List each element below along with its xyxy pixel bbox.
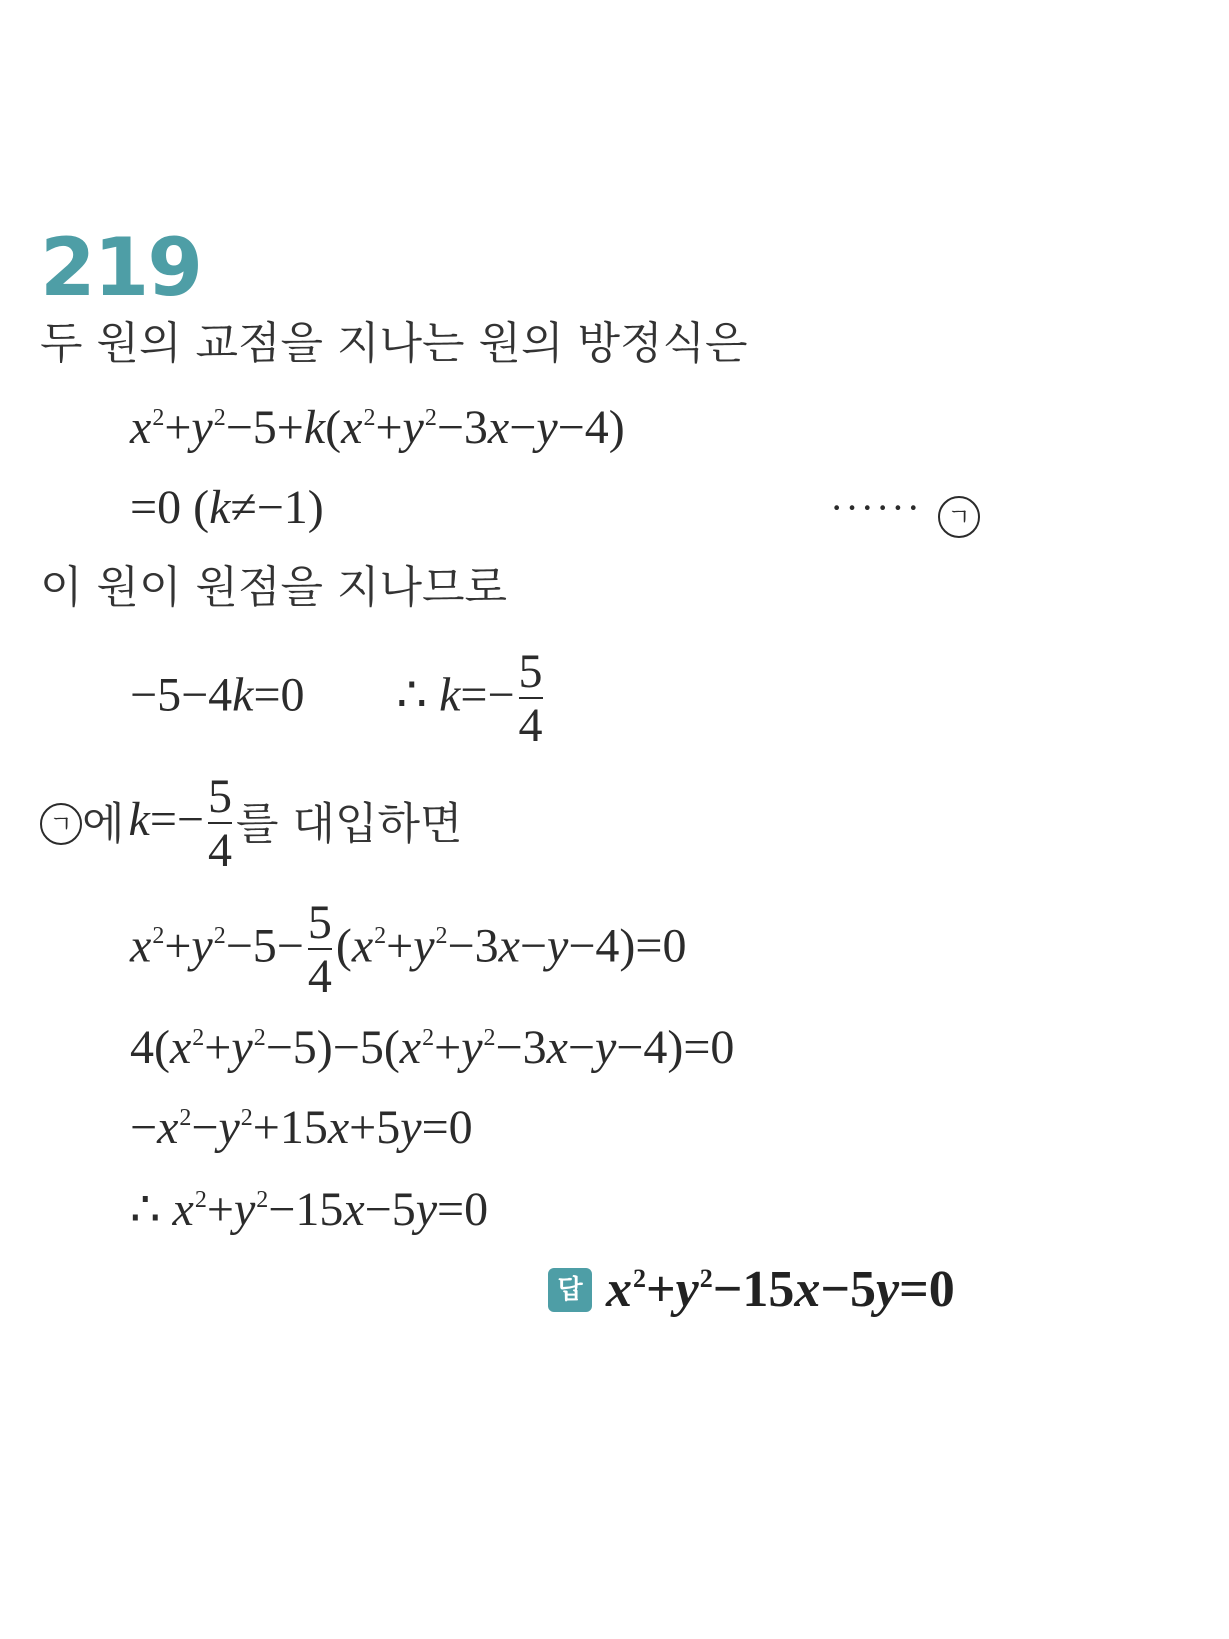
substitute-text: 를 대입하면 [235, 798, 463, 850]
equation-simplified: $-x^2-y^2+15x+5y=0$ [130, 1101, 473, 1154]
equation-family-line2: =0 (k≠−1) [130, 481, 324, 534]
circled-label-ref: ㄱ [40, 803, 82, 845]
dots: ······ [830, 485, 922, 530]
equation-result: ∴ $x^2+y^2-15x-5y=0$ [130, 1183, 489, 1236]
fraction-five-quarters: $\frac{5}{4}$ [518, 645, 543, 753]
circled-label: ㄱ [938, 496, 980, 538]
answer-badge: 답 [548, 1268, 592, 1312]
substitute-line: ㄱ 에 k=− $\frac{5}{4}$ 를 대입하면 [40, 772, 462, 877]
answer-line [548, 1261, 955, 1318]
answer-equation: $x^2+y^2-15x-5y=0$ [606, 1261, 955, 1318]
equation-substituted: $x^2+y^2-5-$ $\frac{5}{4}$ $(x^2+y^2-3x-y-4)=0$ [130, 896, 687, 1004]
intro-text: 두 원의 교점을 지나는 원의 방정식은 [40, 318, 748, 369]
equation-expanded: $4(x^2+y^2-5)-5(x^2+y^2-3x-y-4)=0$ [130, 1021, 735, 1074]
equation-family-line1: $x^2+y^2-5+k(x^2+y^2-3x-y-4)$ [130, 401, 625, 454]
problem-number: 219 [40, 221, 201, 314]
equation-solve-k: −5−4k=0 ∴ k=− $\frac{5}{4}$ [130, 645, 543, 753]
passes-origin-text: 이 원이 원점을 지나므로 [40, 562, 507, 613]
equation-marker [830, 484, 980, 538]
